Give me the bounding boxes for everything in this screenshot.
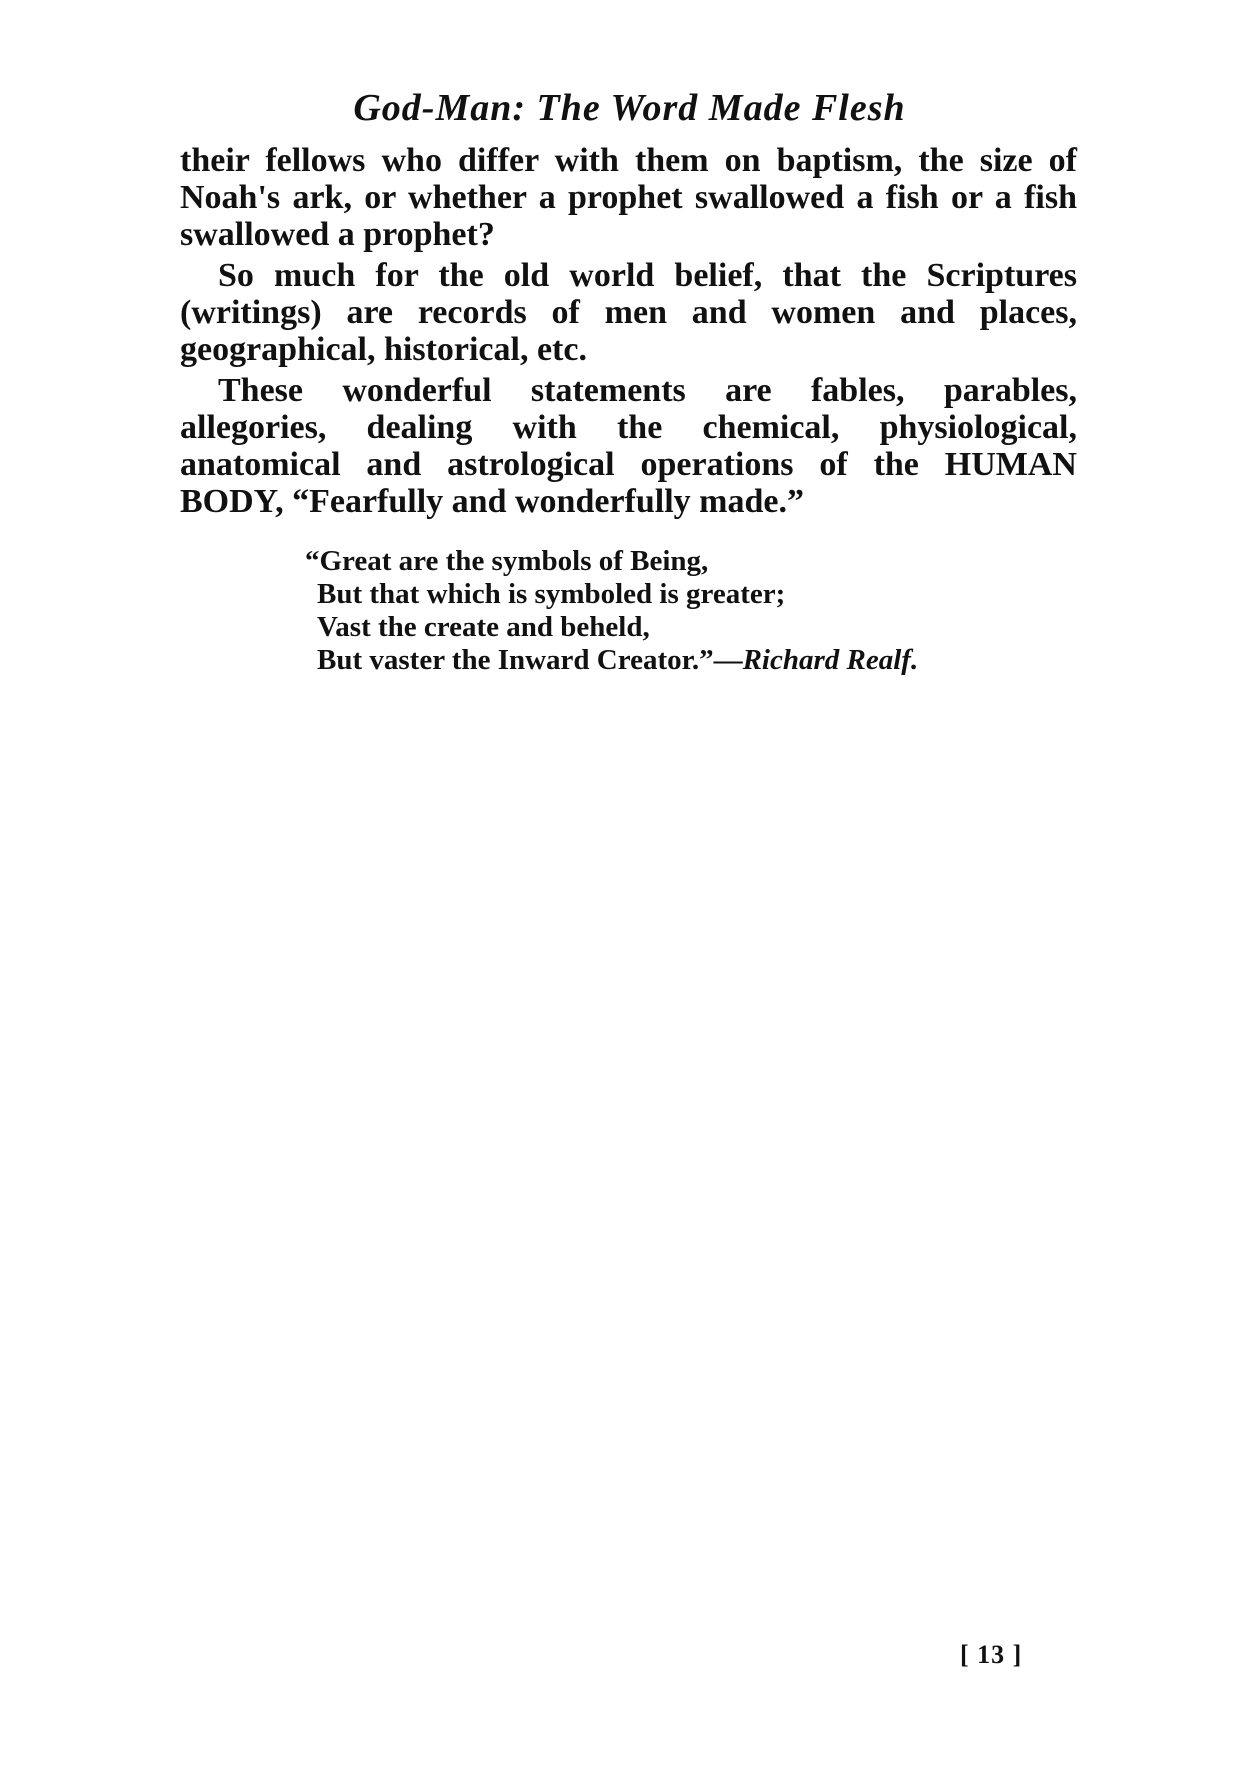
poem-line-4-text: But vaster the Inward Creator.”—: [317, 644, 743, 676]
paragraph-scriptures: So much for the old world belief, that the Scriptures (writings) are records of men and women and places, geographical, historical, etc.: [180, 257, 1077, 368]
poem-quotation: [305, 545, 1025, 677]
poem-line-1: “Great are the symbols of Being,: [305, 545, 709, 577]
running-title: God-Man: The Word Made Flesh: [353, 87, 906, 129]
page-number: [ 13 ]: [960, 1640, 1023, 1669]
body-text: [180, 142, 1077, 520]
poem-line-4: [305, 644, 1025, 677]
paragraph-continued: their fellows who differ with them on baptism, the size of Noah's ark, or whether a prophet swallowed a fish or a fish swallowed a prophet?: [180, 142, 1077, 253]
poem-line-2: But that which is symboled is greater;: [317, 578, 786, 610]
paragraph-fables: These wonderful statements are fables, parables, allegories, dealing with the chemical, physiological, anatomical and astrological operations of the HUMAN BODY, “Fearfully and wonderfully made.”: [180, 372, 1077, 520]
poem-attribution: Richard Realf.: [742, 644, 919, 676]
poem-line-3: Vast the create and beheld,: [317, 611, 650, 643]
